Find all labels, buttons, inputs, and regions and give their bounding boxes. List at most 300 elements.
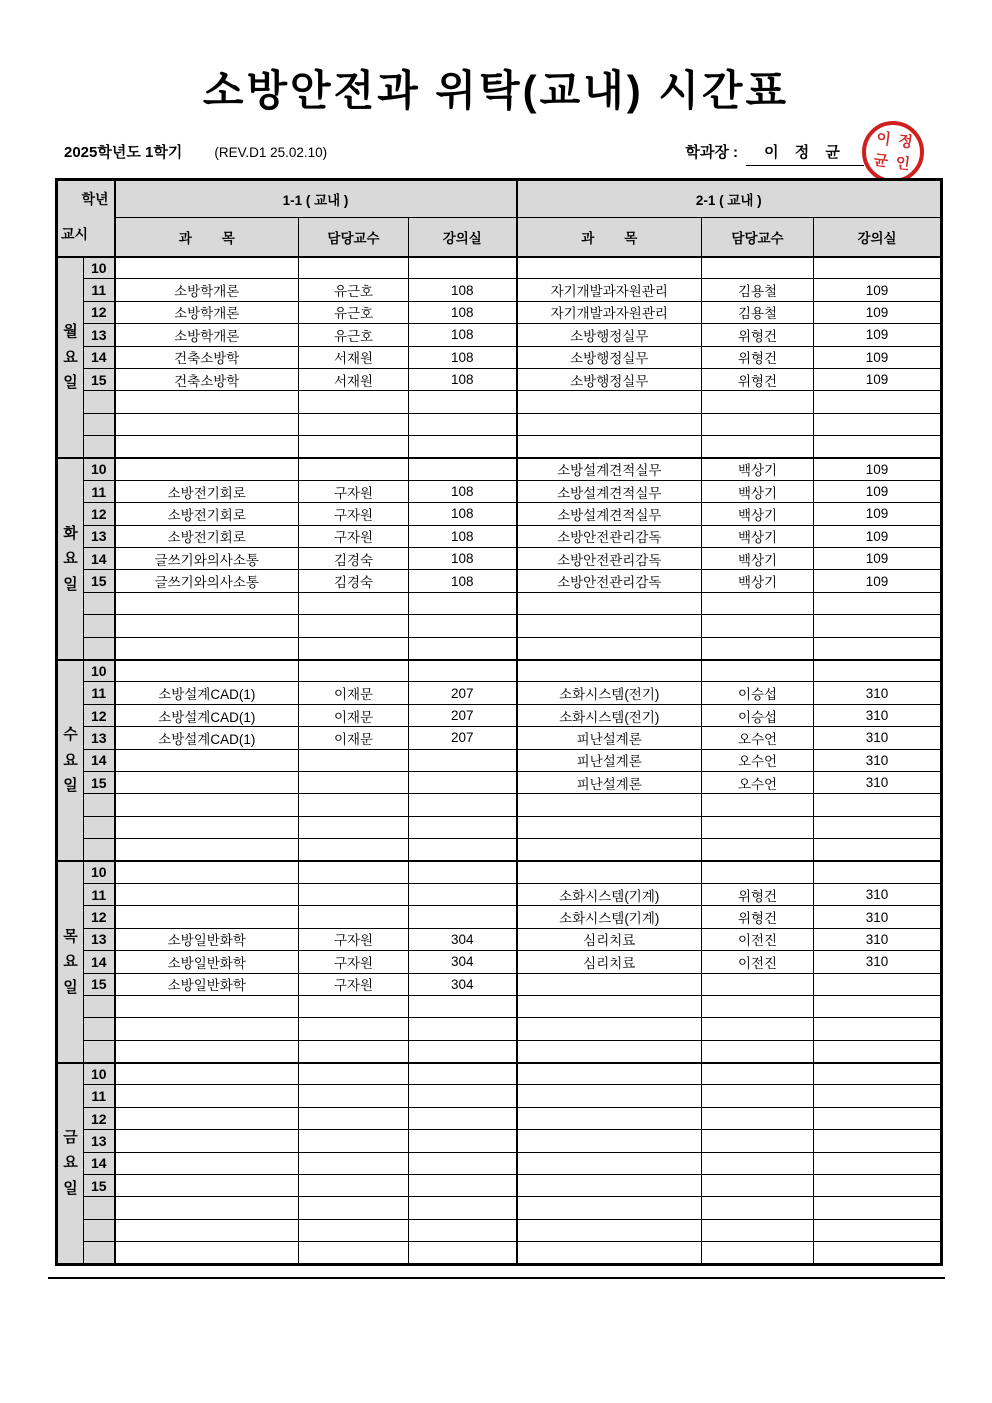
room-cell	[409, 1152, 517, 1174]
col-header-room: 강의실	[814, 218, 942, 257]
professor-cell	[299, 794, 409, 816]
professor-cell: 구자원	[299, 480, 409, 502]
timetable-row	[57, 704, 942, 726]
subject-cell	[115, 771, 299, 793]
timetable-row	[57, 525, 942, 547]
subject-cell: 소방전기회로	[115, 525, 299, 547]
room-cell	[814, 637, 942, 659]
subject-cell: 소방학개론	[115, 324, 299, 346]
day-block	[57, 458, 942, 660]
subject-cell	[517, 257, 702, 279]
room-cell	[409, 1018, 517, 1040]
period-number	[84, 816, 115, 838]
subject-cell	[517, 1040, 702, 1062]
professor-cell	[702, 391, 814, 413]
period-number	[84, 436, 115, 458]
room-cell: 108	[409, 525, 517, 547]
room-cell	[814, 1197, 942, 1219]
subject-cell	[115, 1040, 299, 1062]
professor-cell: 김경숙	[299, 548, 409, 570]
subject-cell	[115, 816, 299, 838]
professor-cell	[299, 861, 409, 883]
subject-cell	[517, 1085, 702, 1107]
col-header-room: 강의실	[409, 218, 517, 257]
room-cell	[409, 883, 517, 905]
professor-cell	[702, 816, 814, 838]
professor-cell	[299, 995, 409, 1017]
period-number: 15	[84, 1175, 115, 1197]
period-number	[84, 592, 115, 614]
stamp-seal-char: 인	[894, 154, 911, 174]
professor-cell: 이재문	[299, 704, 409, 726]
period-number: 11	[84, 682, 115, 704]
professor-cell: 이재문	[299, 727, 409, 749]
room-cell	[409, 592, 517, 614]
room-cell	[814, 391, 942, 413]
period-number	[84, 1197, 115, 1219]
professor-cell	[299, 1040, 409, 1062]
subject-cell: 소방행정실무	[517, 346, 702, 368]
professor-cell: 위형건	[702, 346, 814, 368]
timetable-row	[57, 1197, 942, 1219]
timetable-row	[57, 816, 942, 838]
subject-cell	[517, 1175, 702, 1197]
room-cell	[814, 436, 942, 458]
period-number: 12	[84, 1107, 115, 1129]
room-cell: 109	[814, 525, 942, 547]
subject-cell	[115, 413, 299, 435]
professor-cell	[702, 436, 814, 458]
period-number: 10	[84, 257, 115, 279]
professor-cell	[702, 1219, 814, 1241]
subject-cell	[115, 1018, 299, 1040]
room-cell: 310	[814, 951, 942, 973]
timetable-row	[57, 794, 942, 816]
subject-cell	[517, 995, 702, 1017]
professor-cell: 김경숙	[299, 570, 409, 592]
col-header-subject: 과 목	[115, 218, 299, 257]
professor-cell	[299, 749, 409, 771]
professor-cell	[299, 436, 409, 458]
professor-cell	[702, 1107, 814, 1129]
professor-cell	[702, 861, 814, 883]
professor-cell: 서재원	[299, 346, 409, 368]
room-cell	[409, 637, 517, 659]
room-cell: 108	[409, 480, 517, 502]
subject-cell: 소방안전관리감독	[517, 570, 702, 592]
stamp-seal-char: 이	[875, 129, 892, 149]
subject-cell	[115, 1130, 299, 1152]
subject-cell: 소방설계견적실무	[517, 480, 702, 502]
period-number: 13	[84, 324, 115, 346]
room-cell	[409, 794, 517, 816]
professor-cell: 오수언	[702, 771, 814, 793]
subject-cell	[517, 1219, 702, 1241]
corner-cell	[57, 180, 115, 257]
professor-cell: 유근호	[299, 301, 409, 323]
period-number: 13	[84, 525, 115, 547]
professor-cell: 이재문	[299, 682, 409, 704]
room-cell	[814, 592, 942, 614]
professor-cell: 구자원	[299, 951, 409, 973]
timetable-row	[57, 548, 942, 570]
room-cell	[814, 1018, 942, 1040]
professor-cell	[299, 1197, 409, 1219]
timetable-row	[57, 749, 942, 771]
day-block	[57, 257, 942, 459]
timetable-row	[57, 1085, 942, 1107]
professor-cell	[702, 995, 814, 1017]
professor-cell: 위형건	[702, 368, 814, 390]
professor-cell	[299, 1063, 409, 1085]
room-cell: 310	[814, 682, 942, 704]
professor-cell	[702, 839, 814, 861]
professor-cell	[299, 1242, 409, 1264]
timetable-row	[57, 458, 942, 480]
room-cell: 310	[814, 771, 942, 793]
room-cell	[409, 1175, 517, 1197]
timetable-row	[57, 279, 942, 301]
subject-cell	[517, 436, 702, 458]
professor-cell: 이전진	[702, 951, 814, 973]
period-number	[84, 1219, 115, 1241]
period-number	[84, 794, 115, 816]
subject-cell: 소방설계견적실무	[517, 503, 702, 525]
room-cell: 207	[409, 704, 517, 726]
room-cell: 304	[409, 973, 517, 995]
timetable-row	[57, 995, 942, 1017]
period-number: 14	[84, 749, 115, 771]
timetable-row	[57, 727, 942, 749]
room-cell: 109	[814, 548, 942, 570]
col-header-professor: 담당교수	[299, 218, 409, 257]
group-header-2-1: 2-1 ( 교내 )	[517, 180, 942, 218]
timetable-row	[57, 615, 942, 637]
subject-cell	[115, 839, 299, 861]
subject-cell	[115, 615, 299, 637]
room-cell	[814, 615, 942, 637]
room-cell	[409, 1107, 517, 1129]
subject-cell	[115, 637, 299, 659]
subject-cell	[115, 391, 299, 413]
day-block	[57, 660, 942, 862]
professor-cell	[299, 391, 409, 413]
professor-cell: 유근호	[299, 324, 409, 346]
subject-cell	[115, 861, 299, 883]
room-cell: 304	[409, 928, 517, 950]
room-cell: 109	[814, 279, 942, 301]
timetable-row	[57, 301, 942, 323]
timetable-row	[57, 1018, 942, 1040]
room-cell: 310	[814, 928, 942, 950]
professor-cell	[299, 660, 409, 682]
professor-cell	[702, 592, 814, 614]
subject-cell: 소방전기회로	[115, 480, 299, 502]
subject-cell: 건축소방학	[115, 346, 299, 368]
subject-cell: 소방학개론	[115, 301, 299, 323]
timetable-row	[57, 346, 942, 368]
subject-cell	[115, 458, 299, 480]
professor-cell	[702, 257, 814, 279]
subject-cell	[517, 816, 702, 838]
stamp-seal-text	[868, 127, 917, 176]
timetable-row	[57, 883, 942, 905]
timetable-row	[57, 436, 942, 458]
period-number	[84, 413, 115, 435]
professor-cell: 백상기	[702, 503, 814, 525]
day-label: 금 요 일	[57, 1063, 84, 1265]
professor-cell: 백상기	[702, 480, 814, 502]
timetable-row	[57, 951, 942, 973]
period-number	[84, 995, 115, 1017]
professor-cell	[702, 1242, 814, 1264]
professor-cell: 오수언	[702, 749, 814, 771]
subject-cell: 심리치료	[517, 928, 702, 950]
timetable-row	[57, 1040, 942, 1062]
department-head-name: 이 정 균	[746, 141, 864, 166]
timetable-row	[57, 1107, 942, 1129]
room-cell	[814, 1063, 942, 1085]
room-cell	[814, 413, 942, 435]
room-cell: 109	[814, 503, 942, 525]
period-number: 12	[84, 906, 115, 928]
room-cell: 108	[409, 548, 517, 570]
subject-cell	[517, 1063, 702, 1085]
professor-cell	[702, 1040, 814, 1062]
room-cell	[814, 839, 942, 861]
timetable-row	[57, 1063, 942, 1085]
room-cell	[814, 1130, 942, 1152]
subject-cell	[115, 257, 299, 279]
room-cell: 310	[814, 727, 942, 749]
footer-rule	[48, 1277, 945, 1279]
timetable-row	[57, 413, 942, 435]
day-label: 화 요 일	[57, 458, 84, 660]
room-cell	[814, 1040, 942, 1062]
professor-cell: 구자원	[299, 973, 409, 995]
subject-cell	[517, 794, 702, 816]
corner-grade-label: 학년	[81, 191, 109, 207]
period-number: 11	[84, 1085, 115, 1107]
room-cell: 310	[814, 704, 942, 726]
subject-cell: 소방학개론	[115, 279, 299, 301]
timetable-row	[57, 592, 942, 614]
room-cell	[409, 436, 517, 458]
timetable-row	[57, 480, 942, 502]
professor-cell: 서재원	[299, 368, 409, 390]
room-cell: 109	[814, 301, 942, 323]
professor-cell: 위형건	[702, 324, 814, 346]
period-number	[84, 839, 115, 861]
professor-cell	[702, 1130, 814, 1152]
subject-cell: 소화시스템(기계)	[517, 906, 702, 928]
timetable-row	[57, 368, 942, 390]
professor-cell: 이전진	[702, 928, 814, 950]
timetable	[55, 178, 943, 1266]
professor-cell: 백상기	[702, 525, 814, 547]
professor-cell	[299, 1219, 409, 1241]
subject-cell: 글쓰기와의사소통	[115, 548, 299, 570]
period-number: 12	[84, 301, 115, 323]
professor-cell: 이승섭	[702, 682, 814, 704]
period-number: 14	[84, 951, 115, 973]
professor-cell	[299, 1107, 409, 1129]
timetable-row	[57, 1175, 942, 1197]
timetable-row	[57, 257, 942, 279]
professor-cell	[299, 1130, 409, 1152]
timetable-row	[57, 928, 942, 950]
subject-cell	[115, 1107, 299, 1129]
subject-cell: 피난설계론	[517, 727, 702, 749]
subject-cell: 자기개발과자원관리	[517, 279, 702, 301]
professor-cell	[299, 906, 409, 928]
professor-cell	[702, 615, 814, 637]
period-number: 11	[84, 279, 115, 301]
room-cell	[409, 771, 517, 793]
room-cell	[814, 1219, 942, 1241]
professor-cell	[702, 1175, 814, 1197]
subject-cell: 소방설계견적실무	[517, 458, 702, 480]
room-cell	[409, 257, 517, 279]
timetable-row	[57, 1219, 942, 1241]
professor-cell	[702, 1152, 814, 1174]
subject-cell	[115, 1085, 299, 1107]
stamp-seal-char: 정	[897, 132, 914, 152]
subject-cell	[115, 749, 299, 771]
subject-cell	[517, 973, 702, 995]
room-cell	[409, 391, 517, 413]
subject-cell	[115, 1152, 299, 1174]
professor-cell	[299, 413, 409, 435]
period-number: 12	[84, 503, 115, 525]
subject-cell: 소방설계CAD(1)	[115, 704, 299, 726]
timetable-row	[57, 1130, 942, 1152]
subject-cell: 소화시스템(전기)	[517, 682, 702, 704]
timetable-row	[57, 570, 942, 592]
subject-cell	[115, 1219, 299, 1241]
room-cell: 310	[814, 749, 942, 771]
subject-cell: 피난설계론	[517, 771, 702, 793]
room-cell	[814, 816, 942, 838]
subject-cell	[115, 660, 299, 682]
room-cell	[814, 1085, 942, 1107]
subject-cell: 소방설계CAD(1)	[115, 727, 299, 749]
subject-cell	[517, 1130, 702, 1152]
room-cell: 310	[814, 906, 942, 928]
professor-cell	[299, 615, 409, 637]
room-cell	[814, 1152, 942, 1174]
subject-cell: 자기개발과자원관리	[517, 301, 702, 323]
professor-cell	[299, 883, 409, 905]
subject-cell	[517, 391, 702, 413]
group-header-1-1: 1-1 ( 교내 )	[115, 180, 517, 218]
room-cell	[814, 1107, 942, 1129]
professor-cell: 이승섭	[702, 704, 814, 726]
room-cell	[409, 1040, 517, 1062]
subject-cell	[115, 906, 299, 928]
room-cell	[409, 995, 517, 1017]
period-number: 11	[84, 480, 115, 502]
period-number: 15	[84, 973, 115, 995]
period-number: 13	[84, 928, 115, 950]
room-cell	[409, 816, 517, 838]
subject-cell: 심리치료	[517, 951, 702, 973]
professor-cell	[702, 1197, 814, 1219]
col-header-subject: 과 목	[517, 218, 702, 257]
subject-cell: 소방일반화학	[115, 928, 299, 950]
subject-cell	[517, 1018, 702, 1040]
room-cell	[409, 413, 517, 435]
room-cell	[814, 794, 942, 816]
professor-cell: 위형건	[702, 906, 814, 928]
room-cell: 109	[814, 480, 942, 502]
timetable-row	[57, 973, 942, 995]
department-head-stamp-icon	[862, 121, 924, 183]
timetable-row	[57, 324, 942, 346]
subject-cell: 소방안전관리감독	[517, 548, 702, 570]
period-number: 11	[84, 883, 115, 905]
subject-cell	[517, 1197, 702, 1219]
timetable-row	[57, 637, 942, 659]
subject-cell	[517, 1152, 702, 1174]
subject-cell	[517, 839, 702, 861]
revision-label: (REV.D1 25.02.10)	[214, 145, 328, 160]
subject-cell	[517, 413, 702, 435]
subject-cell: 건축소방학	[115, 368, 299, 390]
room-cell	[409, 906, 517, 928]
stamp-seal-char: 균	[872, 151, 890, 171]
room-cell: 109	[814, 346, 942, 368]
room-cell: 108	[409, 279, 517, 301]
room-cell	[409, 458, 517, 480]
room-cell	[814, 660, 942, 682]
period-number: 10	[84, 1063, 115, 1085]
timetable-row	[57, 906, 942, 928]
professor-cell: 구자원	[299, 928, 409, 950]
subject-cell	[115, 1197, 299, 1219]
professor-cell	[702, 1063, 814, 1085]
professor-cell: 김용철	[702, 279, 814, 301]
room-cell	[409, 749, 517, 771]
room-cell	[814, 995, 942, 1017]
subject-cell: 소방일반화학	[115, 951, 299, 973]
room-cell: 207	[409, 682, 517, 704]
room-cell	[409, 1130, 517, 1152]
period-number	[84, 1018, 115, 1040]
room-cell	[409, 1197, 517, 1219]
period-number: 15	[84, 771, 115, 793]
period-number	[84, 615, 115, 637]
professor-cell	[299, 839, 409, 861]
subject-cell: 소화시스템(기계)	[517, 883, 702, 905]
professor-cell	[702, 794, 814, 816]
timetable-row	[57, 861, 942, 883]
professor-cell: 유근호	[299, 279, 409, 301]
page-title: 소방안전과 위탁(교내) 시간표	[202, 67, 790, 114]
timetable-header	[57, 180, 942, 257]
subject-cell	[115, 995, 299, 1017]
period-number: 14	[84, 1152, 115, 1174]
professor-cell	[702, 973, 814, 995]
room-cell: 207	[409, 727, 517, 749]
subject-cell: 소방안전관리감독	[517, 525, 702, 547]
room-cell	[409, 839, 517, 861]
room-cell: 109	[814, 570, 942, 592]
professor-cell	[299, 458, 409, 480]
department-head-group	[685, 141, 864, 166]
professor-cell	[299, 1175, 409, 1197]
day-label: 목 요 일	[57, 861, 84, 1063]
